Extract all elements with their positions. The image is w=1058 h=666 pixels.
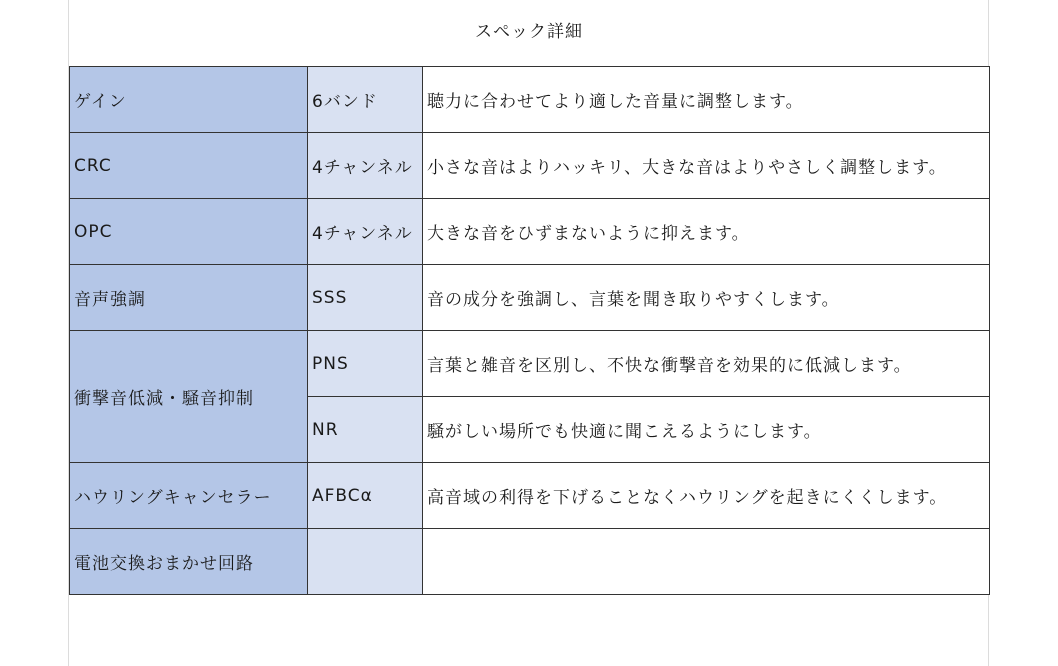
feature-name-cell: CRC xyxy=(70,133,308,199)
table-row xyxy=(70,199,990,265)
feature-desc-cell xyxy=(423,529,990,595)
table-row xyxy=(70,463,990,529)
feature-tech-cell: AFBCα xyxy=(308,463,423,529)
feature-tech-cell: SSS xyxy=(308,265,423,331)
feature-desc-cell: 言葉と雑音を区別し、不快な衝撃音を効果的に低減します。 xyxy=(423,331,990,397)
feature-desc-cell: 聴力に合わせてより適した音量に調整します。 xyxy=(423,67,990,133)
feature-tech-cell: 4チャンネル xyxy=(308,199,423,265)
feature-tech-cell xyxy=(308,529,423,595)
feature-tech-cell: 6バンド xyxy=(308,67,423,133)
feature-tech-cell: PNS xyxy=(308,331,423,397)
feature-desc-cell: 高音域の利得を下げることなくハウリングを起きにくくします。 xyxy=(423,463,990,529)
page-title: スペック詳細 xyxy=(475,22,583,42)
feature-name-cell: 音声強調 xyxy=(70,265,308,331)
feature-name-cell: 電池交換おまかせ回路 xyxy=(70,529,308,595)
feature-name-cell: ゲイン xyxy=(70,67,308,133)
feature-tech-cell: 4チャンネル xyxy=(308,133,423,199)
table-row xyxy=(70,67,990,133)
feature-name-cell: 衝撃音低減・騒音抑制 xyxy=(70,331,308,463)
table-row xyxy=(70,133,990,199)
feature-desc-cell: 音の成分を強調し、言葉を聞き取りやすくします。 xyxy=(423,265,990,331)
feature-desc-cell: 小さな音はよりハッキリ、大きな音はよりやさしく調整します。 xyxy=(423,133,990,199)
feature-tech-cell: NR xyxy=(308,397,423,463)
feature-desc-cell: 騒がしい場所でも快適に聞こえるようにします。 xyxy=(423,397,990,463)
table-row xyxy=(70,331,990,397)
spec-table xyxy=(69,66,990,595)
table-row xyxy=(70,529,990,595)
feature-name-cell: OPC xyxy=(70,199,308,265)
table-row xyxy=(70,265,990,331)
feature-desc-cell: 大きな音をひずまないように抑えます。 xyxy=(423,199,990,265)
feature-name-cell: ハウリングキャンセラー xyxy=(70,463,308,529)
